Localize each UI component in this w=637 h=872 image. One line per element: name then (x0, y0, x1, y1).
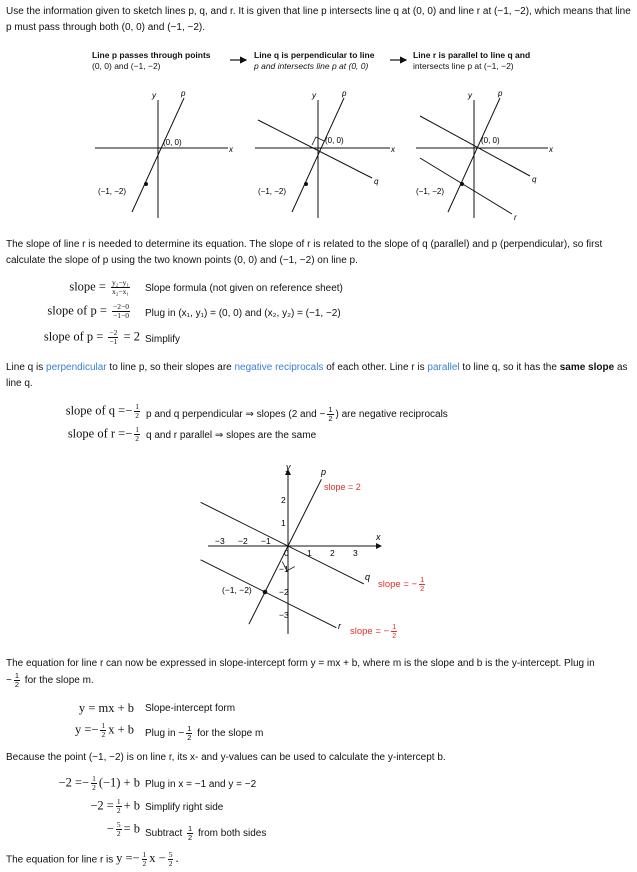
x-tick-label: 2 (330, 548, 335, 558)
fraction-denominator: 2 (168, 859, 173, 868)
form-intro-text-b: for the slope m. (22, 675, 94, 687)
fraction-denominator: −1 (109, 337, 118, 346)
fraction-numerator: −2 (109, 328, 118, 337)
panel-2-x-label: x (391, 145, 395, 154)
slope-step-3-math (44, 329, 140, 346)
fraction-denominator: 2 (92, 783, 96, 792)
panel-3-y-label: y (468, 91, 472, 100)
b-step-3-math (107, 821, 140, 838)
slope-r-annotation (350, 623, 399, 640)
slope-q-text: slope = − (378, 579, 418, 591)
q-slope-fraction (134, 403, 140, 420)
fraction-numerator: 1 (116, 797, 121, 806)
panel-3-point-label: (−1, −2) (416, 187, 445, 196)
panel-2-origin-label: (0, 0) (325, 136, 344, 145)
fraction-denominator: 2 (142, 859, 147, 868)
panel-2-point-label: (−1, −2) (258, 187, 287, 196)
fraction-denominator: 2 (116, 806, 121, 815)
slope-step-1-lhs: slope = (69, 279, 106, 294)
slope-step-2-lhs: slope of p = (47, 303, 107, 318)
panel-3-r-label: r (514, 213, 517, 222)
r-slope-note: q and r parallel ⇒ slopes are the same (146, 430, 317, 441)
q-slope-math (66, 403, 142, 420)
form-step-2-lhs-b: x + b (108, 722, 134, 737)
final-eq-a: y =− (116, 851, 140, 866)
fraction-denominator: 2 (328, 414, 333, 423)
panel-1-point-label: (−1, −2) (98, 187, 127, 196)
graph-q-label: q (365, 572, 371, 582)
fraction-numerator: 1 (187, 724, 192, 733)
r-slope-math (68, 426, 142, 443)
slope-graph (190, 462, 450, 642)
minus-sign: − (6, 675, 12, 687)
b-step-1-lhs-a: −2 =− (58, 775, 90, 790)
form-step-2-note-a: Plug in − (145, 728, 185, 740)
b-step-3-note-a: Subtract (145, 828, 186, 840)
fraction-denominator: 2 (135, 434, 139, 443)
form-step-2-lhs-a: y =− (74, 722, 99, 737)
fraction-numerator: −2−0 (113, 302, 129, 311)
b-step-3-note-fraction (187, 825, 193, 842)
because-paragraph: Because the point (−1, −2) is on line r, its x- and y-values can be used to calculate the y-intercept b. (6, 752, 446, 763)
form-step-2-fraction (100, 722, 106, 739)
perpendicular-link[interactable]: perpendicular (46, 362, 107, 373)
r-slope-lhs: slope of r =− (67, 426, 133, 441)
final-equation-line (6, 851, 179, 868)
form-step-1-note: Slope-intercept form (145, 703, 236, 714)
fraction-denominator: 2 (101, 730, 106, 739)
panel-3-graph (416, 89, 554, 222)
form-intro-paragraph (6, 656, 632, 689)
slope-step-1-math (69, 279, 132, 296)
panel-1-graph (95, 89, 234, 218)
b-step-2-note: Simplify right side (145, 802, 224, 813)
panel-3-origin-label: (0, 0) (481, 136, 500, 145)
x-tick-label: 1 (307, 548, 312, 558)
panel-1-origin-label: (0, 0) (163, 138, 182, 147)
r-slope-fraction (134, 426, 140, 443)
panel-1-p-label: p (181, 89, 186, 98)
form-step-2-note-b: for the slope m (194, 728, 264, 740)
y-tick-label: −2 (279, 587, 289, 597)
fraction-denominator: −1−0 (113, 311, 129, 320)
fraction-numerator: 5 (116, 820, 121, 829)
fraction-numerator: y₂−y₁ (112, 278, 129, 287)
final-eq-c: . (175, 851, 179, 866)
b-step-3-lhs-a: − (106, 821, 114, 836)
fraction-numerator: 1 (135, 402, 139, 411)
q-slope-lhs: slope of q =− (65, 403, 133, 418)
fraction-denominator: 2 (420, 584, 425, 593)
relation-text-4: to line q, so it has the (459, 362, 560, 373)
b-step-3-fraction (116, 821, 122, 838)
fraction-denominator: 2 (392, 631, 397, 640)
form-step-2-note (145, 725, 263, 742)
panel-2-caption-line1: Line q is perpendicular to line (254, 50, 375, 60)
panel-1-caption-line2: (0, 0) and (−1, −2) (92, 61, 161, 71)
graph-y-label: y (286, 462, 291, 472)
q-slope-note (146, 406, 448, 423)
slope-step-3-lhs: slope of p = (43, 329, 104, 344)
fraction-denominator: 2 (14, 680, 20, 689)
slope-step-2-note: Plug in (x₁, y₁) = (0, 0) and (x₂, y₂) = (−1, −2) (145, 308, 341, 319)
graph-point-label: (−1, −2) (222, 585, 252, 595)
form-step-1-math: y = mx + b (78, 701, 134, 715)
fraction-numerator: 1 (328, 405, 333, 414)
panel-1-caption-line1: Line p passes through points (92, 50, 211, 60)
b-step-3-lhs-b: = b (123, 821, 140, 836)
slope-step-3-note: Simplify (145, 334, 181, 345)
graph-p-label: p (321, 467, 327, 477)
slope-step-1-note: Slope formula (not given on reference sheet) (145, 283, 343, 294)
panel-2-graph (255, 89, 396, 218)
form-intro-fraction (14, 672, 20, 689)
q-slope-note-text-a: p and q perpendicular ⇒ slopes (2 and − (146, 409, 326, 421)
final-fraction-1 (142, 851, 148, 868)
relation-text-1: Line q is (6, 362, 47, 373)
panel-2-p-label: p (342, 89, 347, 98)
fraction-denominator: 2 (116, 829, 121, 838)
y-tick-label: −1 (279, 564, 289, 574)
final-text: The equation for line r is (6, 854, 117, 866)
b-step-2-fraction (116, 798, 122, 815)
fraction-denominator: 2 (187, 733, 192, 742)
b-step-1-note: Plug in x = −1 and y = −2 (145, 779, 257, 790)
fraction-denominator: 2 (135, 411, 139, 420)
intro-paragraph: Use the information given to sketch lines p, q, and r. It is given that line p intersects line q at (0, 0) and line r at (−1, −2), which means that line p must pass through both (0, 0) and (−1, −2). (6, 6, 631, 33)
panel-3-p-label: p (498, 89, 503, 98)
slope-step-2-math (47, 303, 132, 320)
slope-step-3-rhs: = 2 (123, 329, 140, 344)
x-tick-label: −2 (238, 536, 248, 546)
fraction-numerator: 1 (92, 774, 96, 783)
fraction-numerator: 1 (392, 622, 397, 631)
relation-text-2: to line p, so their slopes are (106, 362, 235, 373)
form-step-2-note-fraction (186, 725, 192, 742)
final-fraction-2 (168, 851, 174, 868)
fraction-numerator: 5 (168, 850, 173, 859)
x-tick-label: −3 (215, 536, 225, 546)
slope-step-1-fraction (111, 279, 130, 296)
final-equation (116, 850, 179, 868)
fraction-numerator: 1 (188, 824, 193, 833)
y-tick-label: 2 (281, 495, 286, 505)
panel-3-q-label: q (532, 175, 537, 184)
x-tick-label: −1 (261, 536, 271, 546)
panel-2-q-label: q (374, 177, 379, 186)
graph-r-label: r (338, 621, 341, 631)
relation-paragraph (6, 360, 632, 392)
slope-q-annotation (378, 576, 427, 593)
graph-tick-labels (215, 495, 358, 620)
x-axis-arrowhead (376, 543, 382, 549)
b-step-3-note (145, 825, 266, 842)
same-slope-emphasis: same slope (559, 362, 615, 373)
relation-text-3: of each other. Line r is (323, 362, 428, 373)
slope-r-fraction (391, 623, 397, 640)
b-step-2-lhs-b: + b (123, 798, 140, 813)
q-slope-note-fraction (327, 406, 333, 423)
x-tick-label: 3 (353, 548, 358, 558)
graph-x-label: x (376, 532, 381, 542)
fraction-numerator: 1 (135, 425, 139, 434)
y-tick-label: −3 (279, 610, 289, 620)
slope-p-annotation: slope = 2 (324, 482, 361, 492)
point-neg1-neg2 (263, 590, 268, 595)
b-step-1-fraction (91, 775, 97, 792)
fraction-numerator: 1 (101, 721, 106, 730)
panel-2-y-label: y (312, 91, 316, 100)
panel-2-caption-line2: p and intersects line p at (0, 0) (254, 61, 369, 71)
form-step-2-math (75, 722, 134, 739)
slope-step-3-fraction (108, 329, 118, 346)
b-step-1-math (59, 775, 140, 792)
slope-intro-paragraph: The slope of line r is needed to determine its equation. The slope of r is related to the slope of q (parallel) and p (perpendicular), so first calculate the slope of p using the two known points (0, 0) and (−1, −2) on line p. (6, 239, 603, 266)
fraction-denominator: x₂−x₁ (112, 287, 129, 296)
sketch-panels (0, 48, 637, 228)
b-step-2-lhs-a: −2 = (90, 798, 114, 813)
line-r (201, 560, 337, 628)
negative-reciprocals-link[interactable]: negative reciprocals (234, 362, 324, 373)
panel-3-caption-line2: intersects line p at (−1, −2) (413, 61, 514, 71)
fraction-numerator: 1 (142, 850, 147, 859)
fraction-denominator: 2 (188, 833, 193, 842)
relation-text-5: as line q. (6, 362, 628, 389)
parallel-link[interactable]: parallel (427, 362, 460, 373)
fraction-numerator: 1 (420, 575, 425, 584)
slope-q-fraction (419, 576, 425, 593)
q-slope-note-text-b: ) are negative reciprocals (335, 409, 448, 421)
panel-1-y-label: y (152, 91, 156, 100)
fraction-numerator: 1 (14, 671, 20, 680)
slope-step-2-fraction (112, 303, 130, 320)
panel-3-x-label: x (549, 145, 553, 154)
slope-r-text: slope = − (350, 626, 390, 638)
panel-1-x-label: x (229, 145, 233, 154)
b-step-3-note-b: from both sides (195, 828, 267, 840)
b-step-1-lhs-b: (−1) + b (98, 775, 140, 790)
b-step-2-math (90, 798, 140, 815)
y-tick-label: 1 (281, 518, 286, 528)
final-eq-b: x − (149, 851, 166, 866)
x-tick-label: 0 (284, 548, 289, 558)
panel-3-caption-line1: Line r is parallel to line q and (413, 50, 531, 60)
form-intro-text: The equation for line r can now be expressed in slope-intercept form y = mx + b, where m is the slope and b is the y-intercept. Plug in (6, 658, 595, 669)
